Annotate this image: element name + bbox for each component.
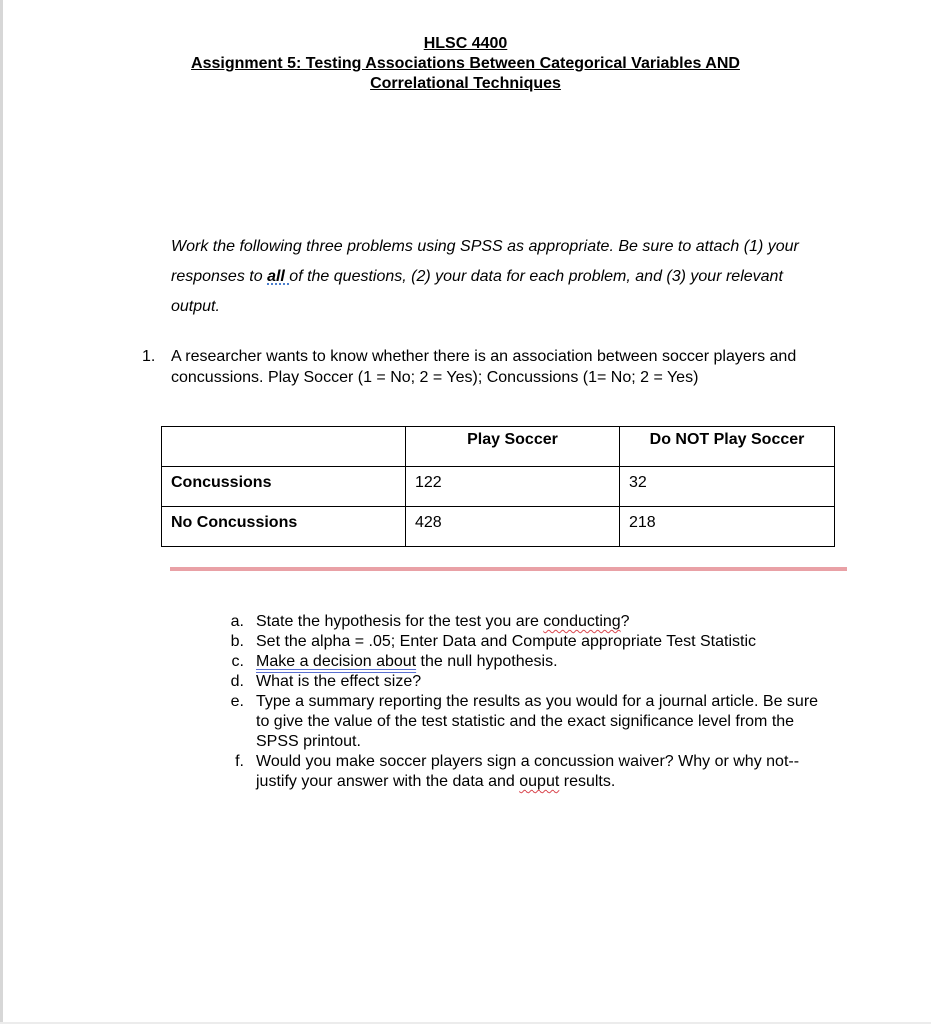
course-code: HLSC 4400 bbox=[423, 35, 508, 52]
cell-noconcussions-play: 428 bbox=[406, 507, 620, 547]
subquestion-e: e. Type a summary reporting the results as you would for a journal article. Be sure to give the value of the test statistic and the exact significance level from the SPSS printout. bbox=[230, 693, 819, 750]
row-label-concussions: Concussions bbox=[162, 467, 406, 507]
subquestion-c: c. Make a decision about the null hypothesis. bbox=[231, 653, 558, 670]
assignment-title: Assignment 5: Testing Associations Between Categorical Variables AND bbox=[191, 55, 740, 72]
table-header-row bbox=[162, 427, 835, 467]
table-corner-cell bbox=[162, 427, 406, 467]
contingency-table bbox=[161, 426, 835, 547]
cell-concussions-noplay: 32 bbox=[620, 467, 835, 507]
grammar-flag: Make a decision about bbox=[256, 653, 417, 670]
instructions-emphasis: all bbox=[267, 268, 290, 285]
cell-noconcussions-noplay: 218 bbox=[620, 507, 835, 547]
instructions-part1: Work the following three problems using SPSS as appropriate. Be sure to attach (1) your responses to bbox=[171, 238, 799, 285]
col-header-no-soccer: Do NOT Play Soccer bbox=[620, 427, 835, 467]
question-text: A researcher wants to know whether there is an association between soccer players and concussions. Play Soccer (1 = No; 2 = Yes); Concussions (1= No; 2 = Yes) bbox=[171, 348, 797, 386]
row-label-no-concussions: No Concussions bbox=[162, 507, 406, 547]
instructions bbox=[171, 232, 831, 322]
assignment-subtitle: Correlational Techniques bbox=[370, 75, 561, 92]
subquestion-d: d. What is the effect size? bbox=[230, 673, 422, 690]
cell-concussions-play: 122 bbox=[406, 467, 620, 507]
subquestion-b: b. Set the alpha = .05; Enter Data and Compute appropriate Test Statistic bbox=[230, 633, 757, 650]
spelling-flag: conducting bbox=[543, 613, 621, 630]
table-row bbox=[162, 507, 835, 547]
question-number: 1. bbox=[142, 348, 156, 365]
spelling-flag: ouput bbox=[519, 773, 560, 790]
table-row bbox=[162, 467, 835, 507]
subquestion-list bbox=[220, 612, 820, 792]
subquestion-f: f. Would you make soccer players sign a concussion waiver? Why or why not--justify your answer with the data and ouput results. bbox=[235, 753, 800, 790]
col-header-play-soccer: Play Soccer bbox=[406, 427, 620, 467]
horizontal-rule bbox=[170, 567, 847, 571]
page-left-edge bbox=[0, 0, 3, 1024]
subquestion-a: a. State the hypothesis for the test you are conducting? bbox=[230, 613, 630, 630]
instructions-part2: of the questions, (2) your data for each problem, and (3) your relevant output. bbox=[171, 268, 783, 315]
